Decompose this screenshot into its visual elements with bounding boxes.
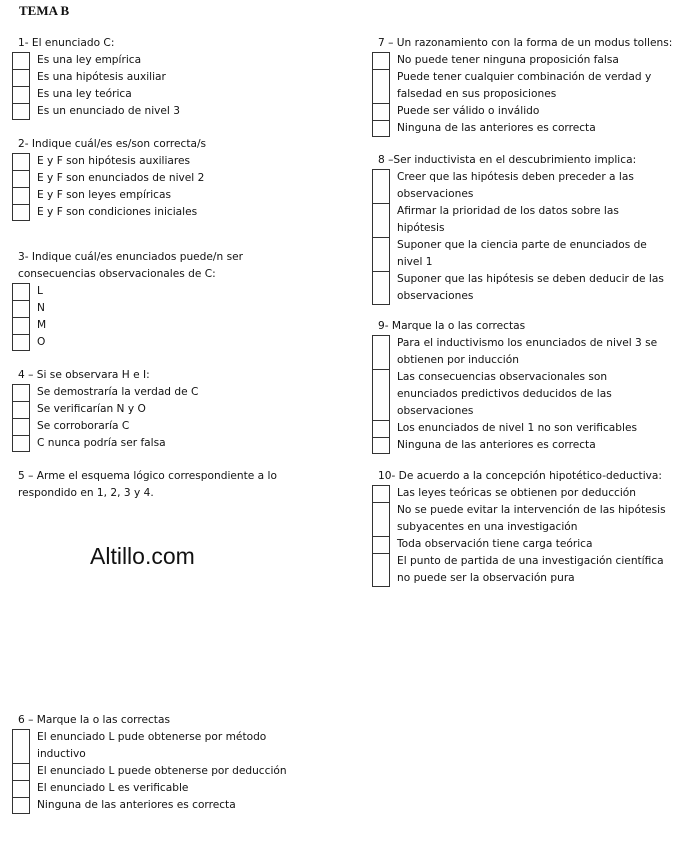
option-row — [372, 369, 692, 420]
question-text-line: 9- Marque la o las correctas — [378, 320, 526, 332]
option-label-line: L — [37, 285, 43, 297]
page-title: TEMA B — [19, 3, 70, 18]
answer-checkbox[interactable] — [12, 52, 30, 69]
option-label-line: Las consecuencias observacionales son — [397, 371, 608, 383]
option-label-line: Es una hipótesis auxiliar — [37, 71, 166, 83]
answer-checkbox[interactable] — [12, 204, 30, 221]
option-label-line: Ninguna de las anteriores es correcta — [397, 439, 596, 451]
option-row — [372, 536, 692, 553]
options-list — [372, 169, 692, 305]
option-row — [12, 283, 312, 300]
option-row — [12, 170, 312, 187]
option-label — [30, 435, 312, 452]
question-text — [12, 249, 312, 283]
option-label-line: subyacentes en una investigación — [397, 521, 578, 533]
option-row — [12, 153, 312, 170]
option-label-line: El enunciado L puede obtenerse por deducción — [37, 765, 287, 777]
question-text-line: 5 – Arme el esquema lógico correspondiente a lo — [18, 470, 277, 482]
options-list — [12, 384, 312, 452]
answer-checkbox[interactable] — [12, 780, 30, 797]
options-list — [12, 52, 312, 120]
option-label-line: E y F son condiciones iniciales — [37, 206, 198, 218]
option-row — [372, 120, 692, 137]
option-row — [12, 86, 312, 103]
question-text — [372, 468, 692, 485]
option-label — [30, 86, 312, 103]
option-row — [372, 553, 692, 587]
option-label — [30, 69, 312, 86]
option-row — [372, 437, 692, 454]
option-row — [372, 203, 692, 237]
question-6 — [12, 712, 312, 814]
question-text-line: 7 – Un razonamiento con la forma de un modus tollens: — [378, 37, 673, 49]
option-label — [390, 237, 692, 271]
option-row — [372, 52, 692, 69]
option-row — [12, 187, 312, 204]
option-label-line: falsedad en sus proposiciones — [397, 88, 557, 100]
option-label-line: observaciones — [397, 290, 474, 302]
answer-checkbox[interactable] — [372, 536, 390, 553]
answer-checkbox[interactable] — [12, 317, 30, 334]
option-row — [12, 780, 312, 797]
option-label-line: Ninguna de las anteriores es correcta — [397, 122, 596, 134]
option-label-line: Es una ley empírica — [37, 54, 142, 66]
option-label-line: Para el inductivismo los enunciados de nivel 3 se — [397, 337, 658, 349]
answer-checkbox[interactable] — [372, 437, 390, 454]
option-label-line: hipótesis — [397, 222, 445, 234]
option-label — [30, 334, 312, 351]
option-label-line: Puede tener cualquier combinación de verdad y — [397, 71, 652, 83]
option-row — [12, 317, 312, 334]
answer-checkbox[interactable] — [372, 169, 390, 203]
option-row — [372, 271, 692, 305]
question-1 — [12, 35, 312, 120]
option-label — [390, 502, 692, 536]
answer-checkbox[interactable] — [372, 271, 390, 305]
question-text-line: 4 – Si se observara H e I: — [18, 369, 150, 381]
option-label-line: C nunca podría ser falsa — [37, 437, 166, 449]
question-5 — [12, 468, 312, 502]
answer-checkbox[interactable] — [12, 729, 30, 763]
option-row — [372, 335, 692, 369]
option-label — [30, 153, 312, 170]
answer-checkbox[interactable] — [12, 435, 30, 452]
question-text-line: respondido en 1, 2, 3 y 4. — [18, 487, 154, 499]
question-text — [372, 318, 692, 335]
option-label-line: Suponer que la ciencia parte de enunciados de — [397, 239, 647, 251]
option-label-line: observaciones — [397, 405, 474, 417]
answer-checkbox[interactable] — [372, 485, 390, 502]
option-row — [372, 420, 692, 437]
option-row — [12, 103, 312, 120]
option-label — [390, 120, 692, 137]
option-label — [30, 317, 312, 334]
option-label — [390, 553, 692, 587]
answer-checkbox[interactable] — [12, 153, 30, 170]
option-label-line: Se corroboraría C — [37, 420, 130, 432]
question-text-line: consecuencias observacionales de C: — [18, 268, 216, 280]
answer-checkbox[interactable] — [12, 86, 30, 103]
question-3 — [12, 249, 312, 351]
option-label — [390, 485, 692, 502]
option-row — [372, 237, 692, 271]
answer-checkbox[interactable] — [372, 69, 390, 103]
answer-checkbox[interactable] — [12, 418, 30, 435]
option-label-line: O — [37, 336, 46, 348]
question-text-line: 10- De acuerdo a la concepción hipotético-deductiva: — [378, 470, 662, 482]
option-label — [390, 335, 692, 369]
answer-checkbox[interactable] — [12, 103, 30, 120]
watermark-text: Altillo.com — [90, 543, 195, 569]
question-text — [12, 367, 312, 384]
option-row — [12, 763, 312, 780]
options-list — [12, 283, 312, 351]
option-label-line: Es una ley teórica — [37, 88, 132, 100]
option-row — [372, 103, 692, 120]
option-label — [390, 203, 692, 237]
option-label-line: El enunciado L pude obtenerse por método — [37, 731, 267, 743]
question-9 — [372, 318, 692, 454]
option-label-line: El punto de partida de una investigación científica — [397, 555, 664, 567]
answer-checkbox[interactable] — [12, 334, 30, 351]
answer-checkbox[interactable] — [372, 103, 390, 120]
question-text-line: 1- El enunciado C: — [18, 37, 115, 49]
option-label — [30, 283, 312, 300]
option-row — [12, 204, 312, 221]
option-label-line: Creer que las hipótesis deben preceder a las — [397, 171, 634, 183]
options-list — [12, 729, 312, 814]
question-text — [372, 35, 692, 52]
option-label — [30, 384, 312, 401]
option-label — [30, 797, 312, 814]
option-label-line: Se demostraría la verdad de C — [37, 386, 199, 398]
answer-checkbox[interactable] — [372, 203, 390, 237]
option-row — [372, 485, 692, 502]
option-label — [390, 536, 692, 553]
question-text — [12, 468, 312, 502]
option-label — [30, 300, 312, 317]
option-label — [390, 369, 692, 420]
option-label — [390, 103, 692, 120]
answer-checkbox[interactable] — [372, 369, 390, 420]
option-label-line: nivel 1 — [397, 256, 433, 268]
option-row — [12, 729, 312, 763]
option-label-line: M — [37, 319, 47, 331]
question-text-line: 3- Indique cuál/es enunciados puede/n ser — [18, 251, 243, 263]
option-label-line: No puede tener ninguna proposición falsa — [397, 54, 619, 66]
answer-checkbox[interactable] — [12, 187, 30, 204]
option-label — [390, 169, 692, 203]
option-label-line: Se verificarían N y O — [37, 403, 146, 415]
answer-checkbox[interactable] — [12, 401, 30, 418]
option-label-line: Es un enunciado de nivel 3 — [37, 105, 180, 117]
question-2 — [12, 136, 312, 221]
question-text — [12, 712, 312, 729]
option-label — [390, 437, 692, 454]
option-label-line: Los enunciados de nivel 1 no son verificables — [397, 422, 637, 434]
option-label — [30, 52, 312, 69]
option-row — [12, 384, 312, 401]
option-label — [30, 763, 312, 780]
option-label-line: inductivo — [37, 748, 86, 760]
answer-checkbox[interactable] — [372, 502, 390, 536]
answer-checkbox[interactable] — [12, 283, 30, 300]
question-text — [372, 152, 692, 169]
option-label — [390, 69, 692, 103]
answer-checkbox[interactable] — [372, 335, 390, 369]
question-8 — [372, 152, 692, 305]
option-label-line: obtienen por inducción — [397, 354, 519, 366]
option-label-line: Ninguna de las anteriores es correcta — [37, 799, 236, 811]
answer-checkbox[interactable] — [372, 52, 390, 69]
option-row — [12, 300, 312, 317]
options-list — [372, 485, 692, 587]
answer-checkbox[interactable] — [12, 300, 30, 317]
answer-checkbox[interactable] — [372, 420, 390, 437]
option-label-line: Las leyes teóricas se obtienen por deducción — [397, 487, 637, 499]
options-list — [12, 153, 312, 221]
answer-checkbox[interactable] — [12, 763, 30, 780]
option-label-line: Afirmar la prioridad de los datos sobre las — [397, 205, 619, 217]
answer-checkbox[interactable] — [12, 170, 30, 187]
option-row — [12, 69, 312, 86]
option-label-line: Toda observación tiene carga teórica — [397, 538, 593, 550]
question-text-line: 8 –Ser inductivista en el descubrimiento implica: — [378, 154, 637, 166]
option-row — [12, 52, 312, 69]
option-label-line: no puede ser la observación pura — [397, 572, 575, 584]
answer-checkbox[interactable] — [372, 237, 390, 271]
options-list — [372, 52, 692, 137]
answer-checkbox[interactable] — [372, 120, 390, 137]
answer-checkbox[interactable] — [372, 553, 390, 587]
option-row — [12, 418, 312, 435]
option-row — [372, 169, 692, 203]
option-label-line: observaciones — [397, 188, 474, 200]
question-10 — [372, 468, 692, 587]
option-label — [30, 204, 312, 221]
option-label-line: N — [37, 302, 45, 314]
question-text — [12, 136, 312, 153]
answer-checkbox[interactable] — [12, 384, 30, 401]
option-label — [390, 52, 692, 69]
option-row — [12, 401, 312, 418]
answer-checkbox[interactable] — [12, 69, 30, 86]
option-label-line: E y F son leyes empíricas — [37, 189, 172, 201]
answer-checkbox[interactable] — [12, 797, 30, 814]
option-label — [390, 271, 692, 305]
option-row — [372, 69, 692, 103]
option-label-line: E y F son hipótesis auxiliares — [37, 155, 191, 167]
question-text-line: 6 – Marque la o las correctas — [18, 714, 170, 726]
question-text — [12, 35, 312, 52]
question-text-line: 2- Indique cuál/es es/son correcta/s — [18, 138, 207, 150]
options-list — [372, 335, 692, 454]
question-4 — [12, 367, 312, 452]
option-row — [12, 435, 312, 452]
option-label-line: enunciados predictivos deducidos de las — [397, 388, 612, 400]
option-label — [30, 418, 312, 435]
option-label-line: E y F son enunciados de nivel 2 — [37, 172, 205, 184]
option-label-line: Suponer que las hipótesis se deben deducir de las — [397, 273, 664, 285]
question-7 — [372, 35, 692, 137]
option-row — [12, 797, 312, 814]
option-label — [30, 780, 312, 797]
option-label — [30, 170, 312, 187]
option-label — [390, 420, 692, 437]
option-label — [30, 401, 312, 418]
option-label-line: No se puede evitar la intervención de las hipótesis — [397, 504, 666, 516]
option-row — [12, 334, 312, 351]
option-label-line: El enunciado L es verificable — [37, 782, 189, 794]
option-label-line: Puede ser válido o inválido — [397, 105, 540, 117]
option-row — [372, 502, 692, 536]
option-label — [30, 729, 312, 763]
option-label — [30, 187, 312, 204]
option-label — [30, 103, 312, 120]
